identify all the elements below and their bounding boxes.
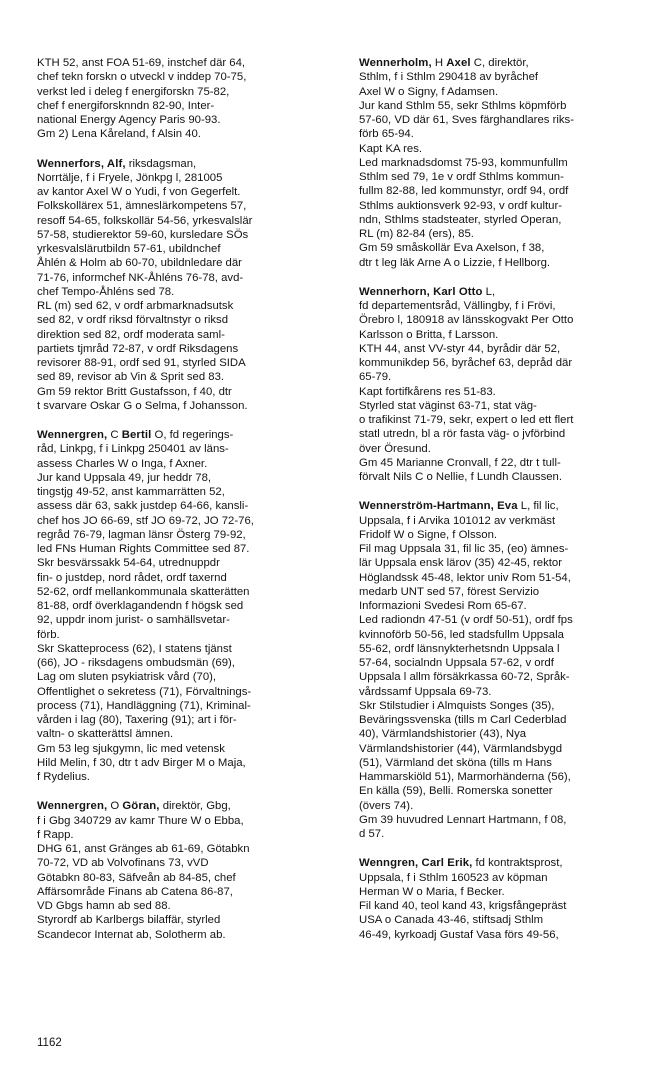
text-line [37,756,333,770]
text-line [359,427,656,441]
text-line [37,727,333,741]
entry-continuation [37,56,333,142]
text-line [37,485,333,499]
text-segment: valtn- o skatterättsl ämnen. [37,728,174,741]
text-segment: Jur kand Uppsala 49, jur heddr 78, [37,471,212,484]
text-line [37,385,333,399]
text-line [359,113,656,127]
text-line [359,571,656,585]
text-segment: national Energy Agency Paris 90-93. [37,114,221,126]
text-segment: chef f energiforsknndn 82-90, Inter- [37,99,215,112]
text-line [37,313,333,327]
text-line [359,199,656,213]
text-line [359,413,656,427]
text-segment: dtr t leg läk Arne A o Lizzie, f Hellborg. [359,256,551,269]
text-segment: Skr Skatteprocess (62), I statens tjänst [37,642,232,655]
text-line [359,856,656,870]
text-line [359,470,656,484]
headword: Wennergren, [37,800,108,813]
text-line [359,542,656,556]
text-line [37,899,333,913]
text-line [359,742,656,756]
text-line [37,370,333,384]
text-line [37,514,333,528]
text-line [359,456,656,470]
text-line [37,713,333,727]
text-segment: d 57. [359,828,385,840]
text-segment: Jur kand Sthlm 55, sekr Sthlms köpmförb [359,99,567,112]
text-segment: RL (m) 82-84 (ers), 85. [359,228,474,240]
text-segment: förvalt Nils C o Nellie, f Lundh Claussen. [359,471,563,483]
text-line [37,457,333,471]
headword: Göran, [122,800,160,813]
text-segment: Axel W o Signy, f Adamsen. [359,85,499,98]
text-segment: O, fd regerings- [151,429,234,441]
text-segment: Sthlms auktionsverk 92-93, v ordf kultur- [359,199,563,212]
text-segment: resoff 54-65, folkskollär 54-56, yrkesvalslär [37,214,253,227]
text-segment: Gm 53 leg sjukgymn, lic med vetensk [37,742,225,755]
text-line [359,813,656,827]
text-line [359,499,656,513]
text-segment: statl utredn, bl a rör fasta väg- o jvförbind [359,428,566,441]
text-segment: 70-72, VD ab Volvofinans 73, vVD [37,857,209,870]
text-segment: chef hos JO 66-69, stf JO 69-72, JO 72-76, [37,514,254,527]
text-segment: verkst led i deleg f energiforskn 75-82, [37,85,230,98]
text-segment: Uppsala, f i Arvika 101012 av verkmäst [359,514,556,527]
text-line [37,99,333,113]
text-line [359,328,656,342]
text-line [359,385,656,399]
text-segment: medarb UNT sed 57, förest Servizio [359,585,540,598]
text-segment: Sthlm sed 79, 1e v ordf Sthlms kommun- [359,171,564,183]
text-line [359,656,656,670]
headword: Wennerholm, [359,57,432,69]
text-segment: Åhlén & Holm ab 60-70, ubildnledare där [37,257,242,270]
text-line [37,556,333,570]
text-segment: Scandecor Internat ab, Solotherm ab. [37,928,226,941]
text-line [37,699,333,713]
text-line [359,442,656,456]
text-segment: En källa (59), Belli. Romerska sonetter [359,785,553,798]
entry-wennergren-c-bertil-o [37,428,333,784]
text-line [359,628,656,642]
text-segment: Sthlm, f i Sthlm 290418 av byråchef [359,71,539,84]
text-line [359,241,656,255]
text-line [359,285,656,299]
text-line [359,299,656,313]
text-segment: o trafikinst 71-79, sekr, expert o led ett flert [359,414,574,426]
text-segment: Styrled stat väginst 63-71, stat väg- [359,399,537,412]
text-segment: förb. [37,628,60,641]
text-segment: led FNs Human Rights Committee sed 87. [37,543,250,555]
text-line [359,599,656,613]
text-line [37,628,333,642]
text-line [37,328,333,342]
text-line [359,356,656,370]
text-segment: f i Gbg 340729 av kamr Thure W o Ebba, [37,814,244,827]
text-line [37,271,333,285]
text-line [359,699,656,713]
text-line [359,370,656,384]
text-segment: kvinnoförb 50-56, led stadsfullm Uppsala [359,628,564,641]
text-segment: C [107,429,122,441]
text-segment: fd kontraktsprost, [472,857,563,870]
text-segment: KTH 52, anst FOA 51-69, instchef där 64, [37,57,246,69]
text-segment: över Öresund. [359,442,431,455]
entry-wennerstrom-hartmann-eva [359,499,656,841]
text-segment: Uppsala l allm försäkrkassa 60-72, Språk- [359,671,570,684]
text-line [359,528,656,542]
text-segment: f Rydelius. [37,771,90,783]
text-segment: Fil kand 40, teol kand 43, krigsfångepräst [359,900,567,912]
text-segment: direktör, Gbg, [159,800,231,813]
text-line [37,571,333,585]
text-line [359,899,656,913]
text-line [37,613,333,627]
text-line [37,442,333,456]
text-line [37,471,333,485]
text-segment: ndn, Sthlms stadsteater, styrled Operan, [359,213,562,226]
text-line [37,770,333,784]
text-segment: Gm 45 Marianne Cronvall, f 22, dtr t tull- [359,456,561,469]
text-line [359,799,656,813]
text-line [359,613,656,627]
text-line [37,913,333,927]
text-line [359,727,656,741]
entry-wennerfors-alf [37,157,333,414]
text-line [359,556,656,570]
text-segment: Skr Stilstudier i Almquists Songes (35), [359,699,555,712]
text-segment: Örebro l, 180918 av länsskogvakt Per Otto [359,314,574,327]
text-segment: Gm 59 rektor Britt Gustafsson, f 40, dtr [37,385,232,398]
text-line [359,256,656,270]
text-segment: revisorer 88-91, ordf sed 91, styrled SIDA [37,357,246,369]
text-line [37,814,333,828]
text-line [37,171,333,185]
text-segment: regråd 76-79, lagman länsr Österg 79-92, [37,528,246,541]
text-segment: tingstjg 49-52, anst kammarrätten 52, [37,486,225,498]
text-segment: fd departementsråd, Vällingby, f i Frövi, [359,300,556,312]
text-segment: 71-76, informchef NK-Åhléns 76-78, avd- [37,271,244,284]
text-segment: Offentlighet o sekretess (71), Förvaltnings- [37,685,252,698]
text-segment: 57-60, VD där 61, Sves färghandlares riks- [359,114,575,126]
text-segment: Norrtälje, f i Fryele, Jönkpg l, 281005 [37,171,223,184]
text-segment: Beväringssvenska (tills m Carl Cederblad [359,714,567,726]
text-line [37,70,333,84]
text-segment: vårdssamf Uppsala 69-73. [359,685,492,698]
text-segment: O [107,800,123,813]
text-segment: 40), Värmlandshistorier (43), Nya [359,728,527,741]
text-line [37,342,333,356]
text-segment: assess där 63, sakk justdep 64-66, kansli- [37,500,249,513]
text-line [359,127,656,141]
text-segment: L, [482,285,496,298]
text-segment: förb 65-94. [359,128,414,141]
text-segment: sed 89, revisor ab Vin & Sprit sed 83. [37,371,225,384]
text-line [37,256,333,270]
entry-wennergren-o-goran [37,799,333,942]
text-segment: process (71), Handläggning (71), Kriminal- [37,699,251,712]
text-line [37,428,333,442]
headword: Bertil [121,429,152,441]
text-line [359,142,656,156]
text-segment: 52-62, ordf mellankommunala skatterätten [37,585,250,598]
text-segment: L, fil lic, [517,500,559,513]
text-line [37,585,333,599]
text-segment: partiets tjmråd 72-87, v ordf Riksdagens [37,342,239,355]
text-segment: 81-88, ordf överklagandendn f högsk sed [37,600,244,612]
text-line [37,85,333,99]
text-line [359,399,656,413]
text-segment: Led marknadsdomst 75-93, kommunfullm [359,156,568,169]
text-segment: Styrordf ab Karlbergs bilaffär, styrled [37,914,221,927]
text-segment: t svarvare Oskar G o Selma, f Johansson. [37,399,248,412]
text-segment: C, direktör, [470,57,529,69]
text-line [37,528,333,542]
text-segment: riksdagsman, [125,157,197,170]
text-line [37,842,333,856]
text-segment: Götabkn 80-83, Säfveån ab 84-85, chef [37,871,236,884]
text-segment: (övers 74). [359,799,414,812]
text-line [359,642,656,656]
left-column [37,56,333,957]
text-segment: DHG 61, anst Gränges ab 61-69, Götabkn [37,843,250,855]
text-segment: 57-58, studierektor 59-60, kursledare SÖs [37,228,249,241]
text-segment: lär Uppsala ensk lärov (35) 42-45, rektor [359,557,563,570]
text-segment: H [431,57,447,69]
headword: Wennerström-Hartmann, Eva [359,500,518,513]
text-segment: KTH 44, anst VV-styr 44, byrådir där 52, [359,342,561,355]
text-segment: direktion sed 82, ordf moderata saml- [37,328,225,341]
text-segment: råd, Linkpg, f i Linkpg 250401 av läns- [37,443,229,456]
text-segment: Fil mag Uppsala 31, fil lic 35, (eo) ämnes- [359,543,569,555]
text-segment: 55-62, ordf länsnykterhetsndn Uppsala l [359,642,560,655]
text-line [37,199,333,213]
text-segment: 46-49, kyrkoadj Gustaf Vasa förs 49-56, [359,928,559,941]
text-segment: f Rapp. [37,828,74,841]
right-column [359,56,656,957]
text-segment: Affärsområde Finans ab Catena 86-87, [37,885,233,898]
text-line [359,184,656,198]
text-segment: assess Charles W o Inga, f Axner. [37,457,208,470]
text-segment: Lag om sluten psykiatrisk vård (70), [37,671,217,684]
text-segment: 57-64, socialndn Uppsala 57-62, v ordf [359,657,554,669]
text-segment: vården i lag (80), Taxering (91); art i för- [37,714,237,726]
text-line [359,156,656,170]
text-segment: Karlsson o Britta, f Larsson. [359,328,499,341]
text-segment: Hild Melin, f 30, dtr t adv Birger M o Maja, [37,756,246,769]
text-line [359,784,656,798]
text-segment: chef tekn forskn o utveckl v inddep 70-75, [37,71,247,84]
text-segment: 92, uppdr inom jurist- o samhällsvetar- [37,614,230,627]
headword: Wenngren, Carl Erik, [359,857,473,870]
entry-wennerholm-h-axel-c [359,56,656,270]
text-line [359,685,656,699]
text-segment: chef Tempo-Åhléns sed 78. [37,285,175,298]
text-line [37,742,333,756]
text-segment: fin- o justdep, nord rådet, ordf taxernd [37,571,227,584]
page-number: 1162 [37,1037,62,1049]
text-line [37,285,333,299]
headword: Axel [446,57,471,69]
text-segment: Höglandssk 45-48, lektor univ Rom 51-54, [359,571,571,584]
text-segment: Folkskollärex 51, ämneslärkompetens 57, [37,200,247,213]
text-line [37,185,333,199]
text-segment: Skr besvärssakk 54-64, utrednuppdr [37,557,220,570]
text-line [37,871,333,885]
text-segment: Kapt KA res. [359,142,423,155]
text-line [359,313,656,327]
text-line [37,685,333,699]
text-line [37,214,333,228]
text-line [359,170,656,184]
text-line [37,799,333,813]
text-line [37,56,333,70]
text-segment: RL (m) sed 62, v ordf arbmarknadsutsk [37,300,234,312]
text-segment: Uppsala, f i Sthlm 160523 av köpman [359,871,548,884]
text-line [359,585,656,599]
text-segment: yrkesvalslärutbildn 57-61, ubildnchef [37,243,221,255]
text-line [359,713,656,727]
text-segment: Led radiondn 47-51 (v ordf 50-51), ordf fps [359,614,573,627]
text-line [359,670,656,684]
text-segment: fullm 82-88, led kommunstyr, ordf 94, ordf [359,185,569,198]
text-segment: av kantor Axel W o Yudi, f von Gegerfelt. [37,186,241,198]
text-segment: VD Gbgs hamn ab sed 88. [37,900,171,912]
text-line [359,70,656,84]
text-line [359,928,656,942]
text-line [359,227,656,241]
text-line [37,642,333,656]
text-line [37,885,333,899]
text-segment: 65-79. [359,371,392,384]
text-line [359,342,656,356]
text-line [359,871,656,885]
text-line [37,299,333,313]
text-line [37,828,333,842]
text-line [37,656,333,670]
text-line [37,856,333,870]
text-segment: sed 82, v ordf riksd förvaltnstyr o riksd [37,314,229,327]
text-line [37,127,333,141]
text-segment: Värmlandshistorier (44), Värmlandsbygd [359,742,563,755]
text-segment: Fridolf W o Signe, f Olsson. [359,528,498,541]
headword: Wennerfors, Alf, [37,157,126,170]
entry-wennerhorn-karl-otto [359,285,656,485]
text-line [37,599,333,613]
text-segment: (51), Värmland det sköna (tills m Hans [359,756,552,769]
text-line [359,885,656,899]
text-line [37,542,333,556]
text-line [359,827,656,841]
headword: Wennergren, [37,429,108,441]
text-segment: Herman W o Maria, f Becker. [359,885,505,898]
text-segment: Gm 59 småskollär Eva Axelson, f 38, [359,242,545,255]
text-line [359,85,656,99]
text-line [359,913,656,927]
text-segment: Informazioni Svedesi Rom 65-67. [359,600,527,612]
text-line [37,356,333,370]
text-line [359,213,656,227]
text-line [37,670,333,684]
text-segment: USA o Canada 43-46, stiftsadj Sthlm [359,914,544,927]
text-segment: kommunikdep 56, byråchef 63, depråd där [359,357,573,369]
text-segment: Gm 39 huvudred Lennart Hartmann, f 08, [359,813,567,826]
text-line [359,756,656,770]
text-line [37,399,333,413]
text-line [359,514,656,528]
text-segment: Gm 2) Lena Kåreland, f Alsin 40. [37,128,201,141]
text-line [37,228,333,242]
text-line [37,928,333,942]
text-line [359,770,656,784]
text-line [37,157,333,171]
text-segment: Hammarskiöld 51), Marmorhänderna (56), [359,771,571,783]
text-line [359,56,656,70]
text-line [359,99,656,113]
text-line [37,113,333,127]
entry-wenngren-carl-erik [359,856,656,942]
text-line [37,242,333,256]
text-segment: Kapt fortifkårens res 51-83. [359,385,496,398]
headword: Wennerhorn, Karl Otto [359,285,483,298]
text-segment: (66), JO - riksdagens ombudsmän (69), [37,657,235,669]
text-line [37,499,333,513]
